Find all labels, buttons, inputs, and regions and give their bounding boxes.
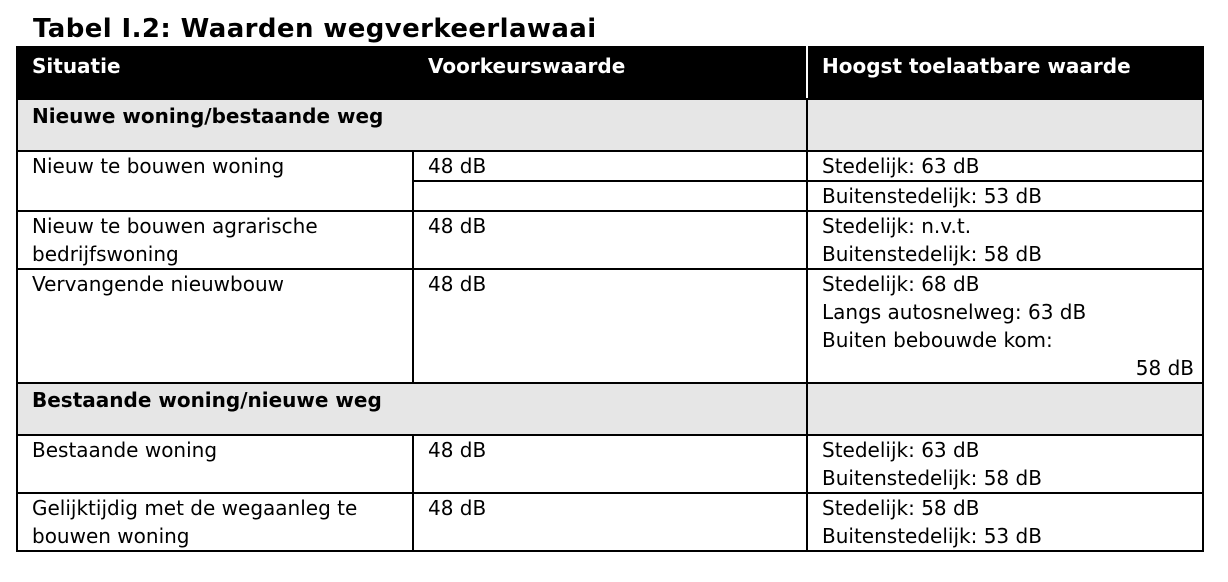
situation-line: Nieuw te bouwen agrarische — [32, 214, 318, 238]
header-preferred: Voorkeurswaarde — [413, 47, 807, 99]
section-empty-cell — [807, 99, 1203, 151]
max-line: Stedelijk: 68 dB — [822, 272, 980, 296]
max-line: Stedelijk: 63 dB — [822, 438, 980, 462]
section-empty-cell — [807, 383, 1203, 435]
max-line: Buitenstedelijk: 58 dB — [822, 466, 1042, 490]
situation-cell: Nieuw te bouwen woning — [17, 151, 413, 211]
section-row-new-dwelling — [17, 99, 1203, 151]
preferred-cell: 48 dB — [413, 211, 807, 269]
preferred-cell: 48 dB — [413, 435, 807, 493]
max-cell — [807, 211, 1203, 269]
section-label: Bestaande woning/nieuwe weg — [17, 383, 807, 435]
situation-line: bouwen woning — [32, 524, 190, 548]
preferred-cell-empty — [413, 181, 807, 211]
table-row — [17, 493, 1203, 551]
table-header-row — [17, 47, 1203, 99]
table-row — [17, 435, 1203, 493]
max-cell: Stedelijk: 63 dB — [807, 151, 1203, 181]
section-label: Nieuwe woning/bestaande weg — [17, 99, 807, 151]
situation-cell — [17, 493, 413, 551]
table-row — [17, 151, 1203, 181]
max-line: Stedelijk: n.v.t. — [822, 214, 972, 238]
max-line: 58 dB — [1135, 356, 1194, 380]
header-max: Hoogst toelaatbare waarde — [807, 47, 1203, 99]
situation-cell: Vervangende nieuwbouw — [17, 269, 413, 383]
max-cell: Buitenstedelijk: 53 dB — [807, 181, 1203, 211]
max-line: Stedelijk: 58 dB — [822, 496, 980, 520]
noise-values-table — [16, 46, 1204, 552]
situation-cell: Bestaande woning — [17, 435, 413, 493]
preferred-cell: 48 dB — [413, 493, 807, 551]
table-title: Tabel I.2: Waarden wegverkeerlawaai — [33, 14, 597, 44]
situation-line: Gelijktijdig met de wegaanleg te — [32, 496, 358, 520]
header-situation: Situatie — [17, 47, 413, 99]
preferred-cell: 48 dB — [413, 269, 807, 383]
table-row — [17, 211, 1203, 269]
max-line: Buitenstedelijk: 58 dB — [822, 242, 1042, 266]
max-cell — [807, 269, 1203, 383]
max-cell — [807, 493, 1203, 551]
max-line: Buitenstedelijk: 53 dB — [822, 524, 1042, 548]
table-row — [17, 269, 1203, 383]
max-line: Buiten bebouwde kom: — [822, 328, 1053, 352]
preferred-cell: 48 dB — [413, 151, 807, 181]
situation-cell — [17, 211, 413, 269]
section-row-new-road — [17, 383, 1203, 435]
situation-line: bedrijfswoning — [32, 242, 179, 266]
max-line: Langs autosnelweg: 63 dB — [822, 300, 1087, 324]
max-cell — [807, 435, 1203, 493]
